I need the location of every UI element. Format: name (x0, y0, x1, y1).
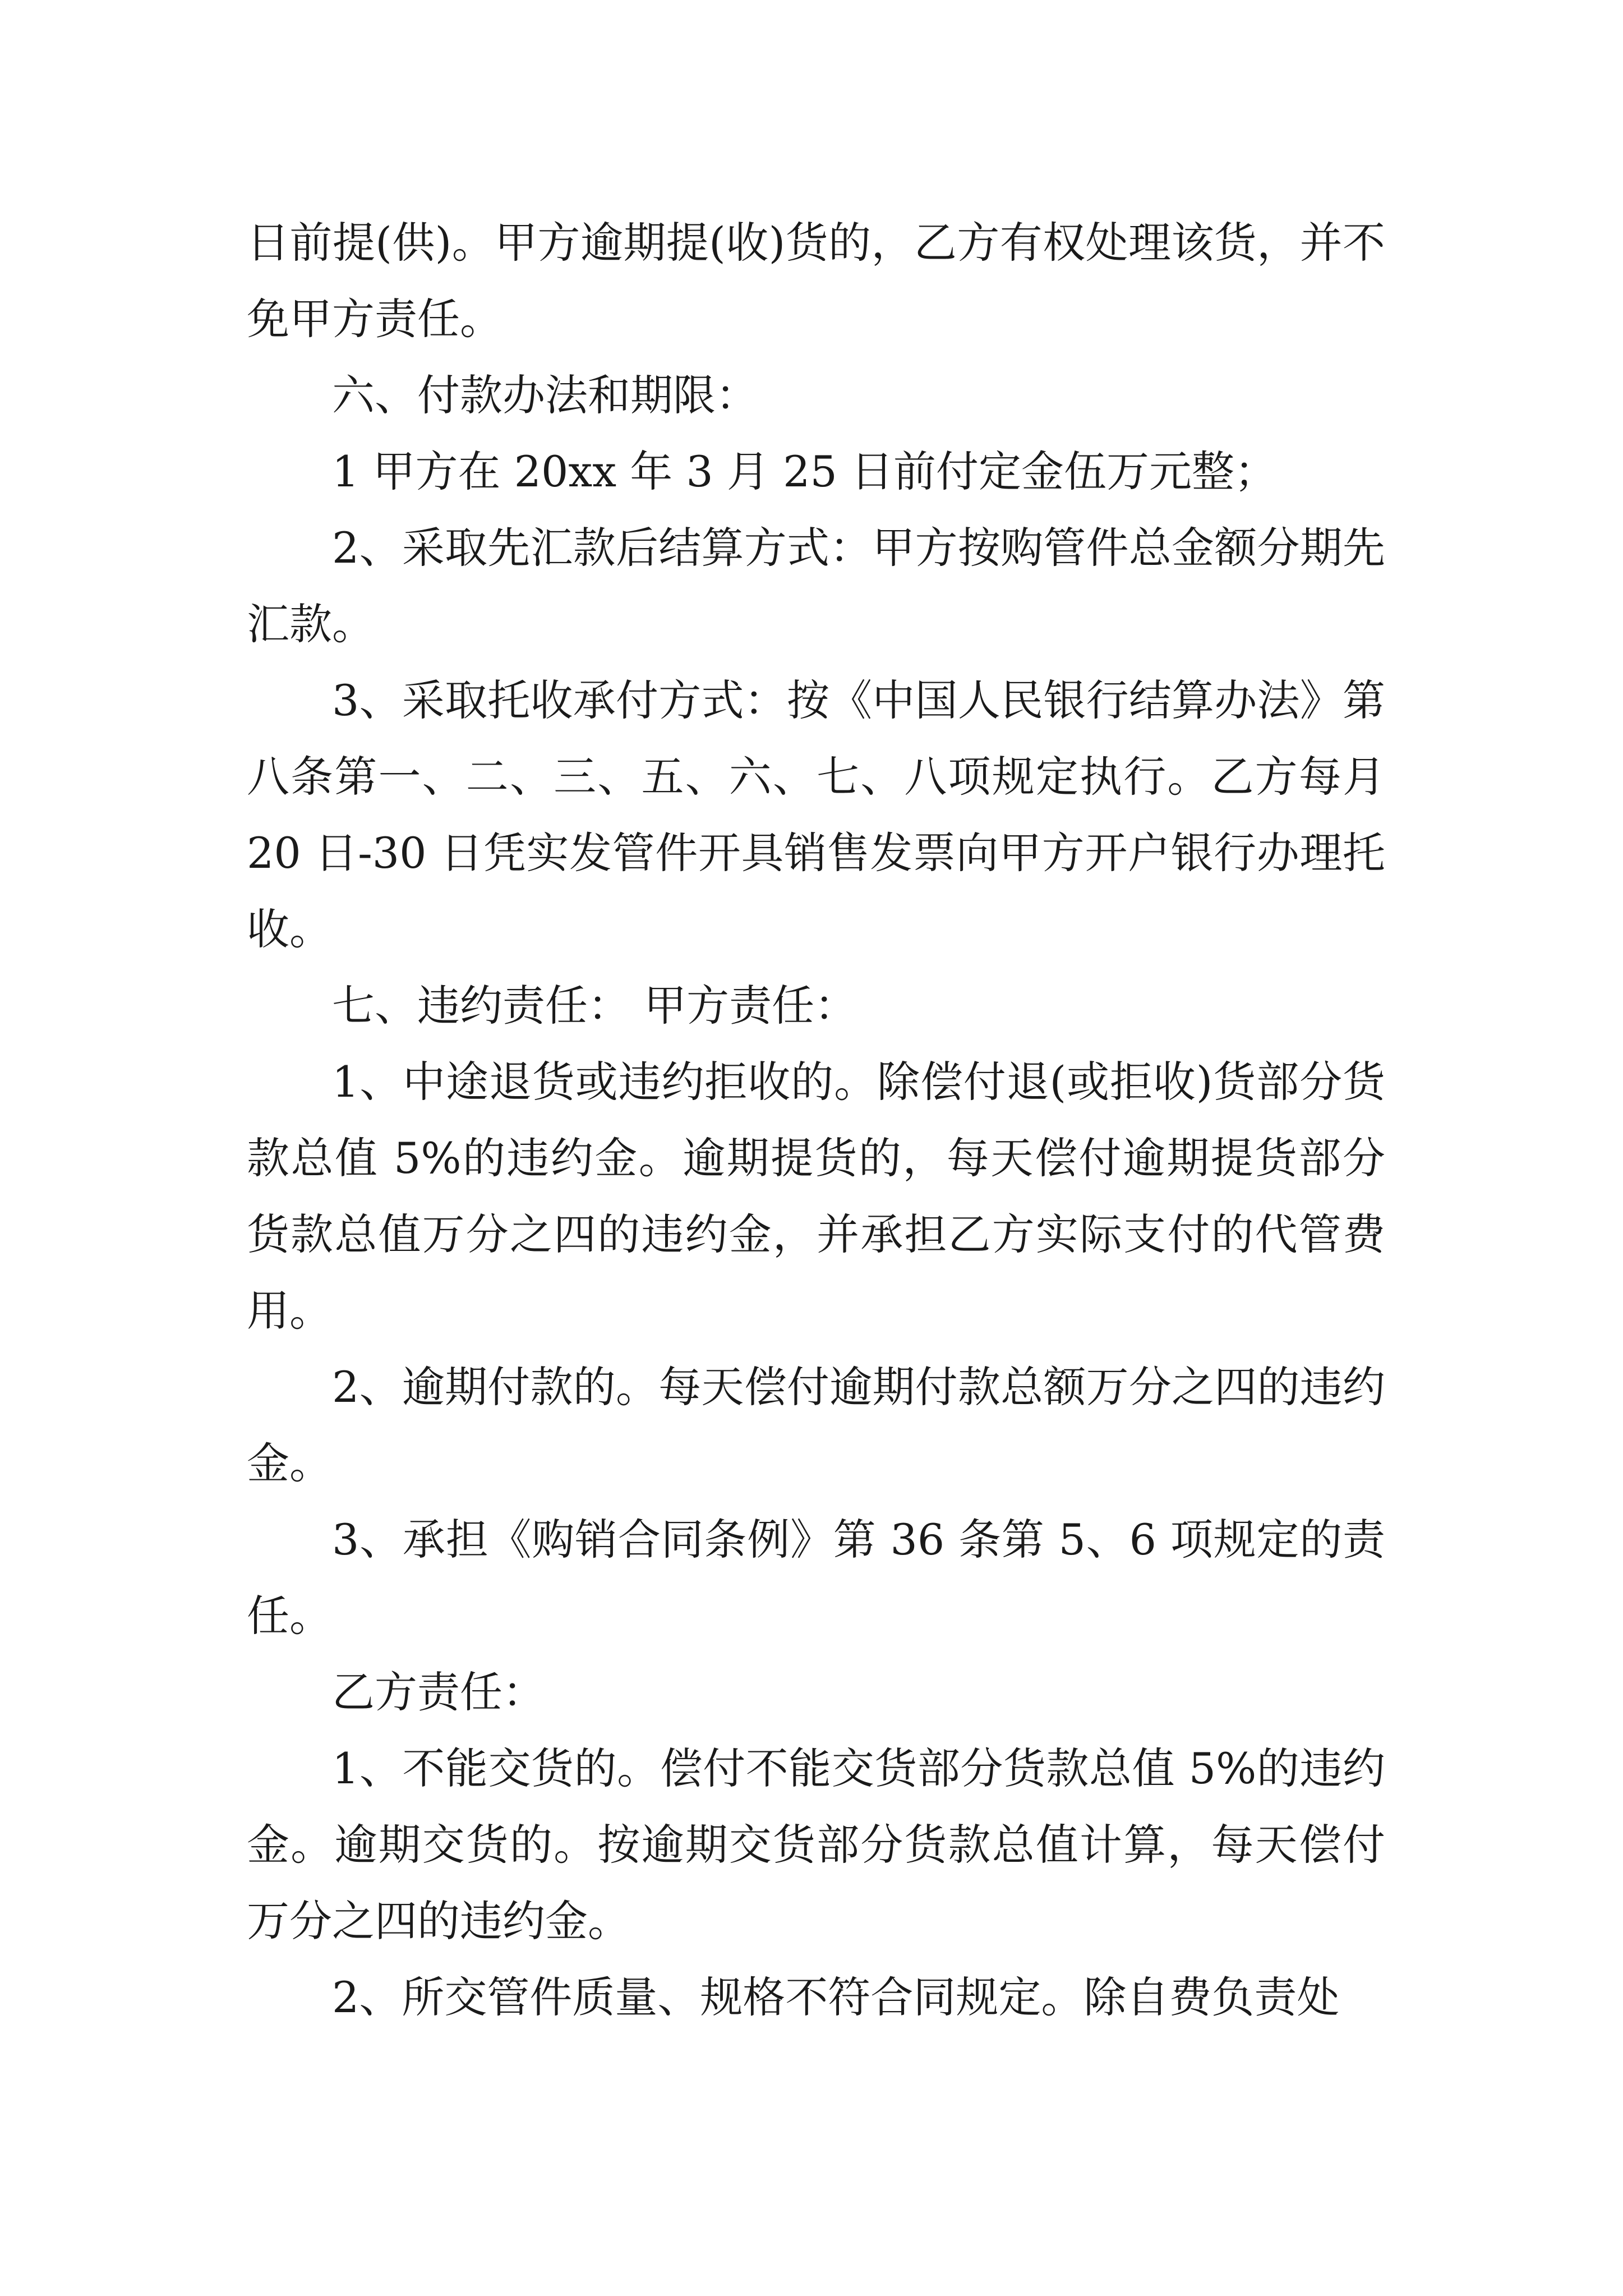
paragraph-5: 3、采取托收承付方式：按《中国人民银行结算办法》第八条第一、二、三、五、六、七、八项规定执行。乙方每月 20 日-30 日凭实发管件开具销售发票向甲方开户银行办理托收。 (247, 675, 1385, 954)
paragraph-4: 2、采取先汇款后结算方式：甲方按购管件总金额分期先汇款。 (247, 523, 1385, 649)
paragraph-1: 日前提(供)。甲方逾期提(收)货的，乙方有权处理该货，并不免甲方责任。 (247, 218, 1385, 344)
paragraph-11: 1、不能交货的。偿付不能交货部分货款总值 5%的违约金。逾期交货的。按逾期交货部分货款总值计算，每天偿付万分之四的违约金。 (247, 1743, 1385, 1946)
paragraph-6: 七、违约责任： 甲方责任： (332, 981, 857, 1030)
paragraph-2: 六、付款办法和期限： (332, 370, 758, 420)
paragraph-7: 1、中途退货或违约拒收的。除偿付退(或拒收)货部分货款总值 5%的违约金。逾期提货的，每天偿付逾期提货部分货款总值万分之四的违约金，并承担乙方实际支付的代管费用。 (247, 1057, 1385, 1336)
paragraph-3: 1 甲方在 20xx 年 3 月 25 日前付定金伍万元整； (332, 447, 1277, 496)
paragraph-12: 2、所交管件质量、规格不符合同规定。除自费负责处 (332, 1972, 1340, 2022)
paragraph-9: 3、承担《购销合同条例》第 36 条第 5、6 项规定的责任。 (247, 1515, 1385, 1641)
paragraph-8: 2、逾期付款的。每天偿付逾期付款总额万分之四的违约金。 (247, 1362, 1385, 1488)
paragraph-10: 乙方责任： (332, 1667, 545, 1717)
document-body (247, 205, 1385, 2036)
